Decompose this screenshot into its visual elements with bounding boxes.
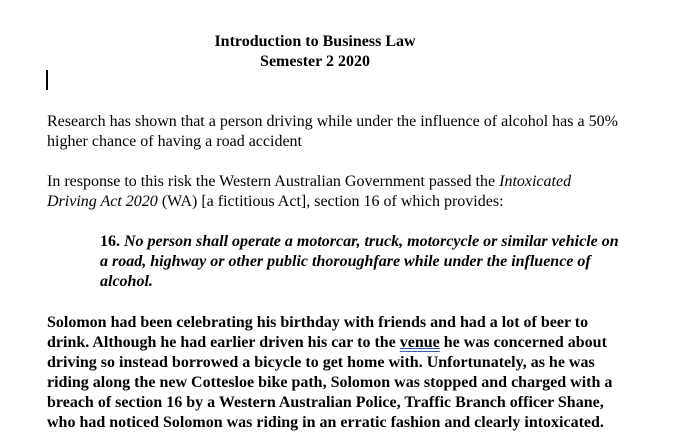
response-line-1 bbox=[47, 172, 571, 192]
scenario-text-tail: he was concerned about bbox=[439, 334, 607, 351]
spelling-flag-venue[interactable]: venue bbox=[399, 334, 440, 351]
document-title: Introduction to Business Law bbox=[214, 33, 416, 50]
scenario-paragraph[interactable] bbox=[47, 313, 612, 433]
scenario-line-5: breach of section 16 by a Western Australian Police, Traffic Branch officer Shane, bbox=[47, 394, 604, 411]
scenario-line-1: Solomon had been celebrating his birthday with friends and had a lot of beer to bbox=[47, 314, 589, 331]
act-name-part-1: Intoxicated bbox=[499, 173, 572, 190]
quote-text-1: No person shall operate a motorcar, truck, motorcycle or similar vehicle on bbox=[124, 233, 619, 250]
scenario-line-3: driving so instead borrowed a bicycle to get home with. Unfortunately, as he was bbox=[47, 354, 595, 371]
quote-line-2 bbox=[100, 252, 619, 272]
quote-line-1 bbox=[100, 232, 619, 252]
response-text-tail: (WA) [a fictitious Act], section 16 of which provides: bbox=[157, 193, 504, 210]
scenario-text: drink. Although he had earlier driven his car to the bbox=[47, 334, 400, 351]
quote-text-3: alcohol. bbox=[100, 273, 153, 290]
act-name-part-2: Driving Act 2020 bbox=[47, 193, 158, 210]
document-subtitle: Semester 2 2020 bbox=[260, 53, 370, 70]
response-text: In response to this risk the Western Australian Government passed the bbox=[47, 173, 500, 190]
response-line-2 bbox=[47, 192, 571, 212]
intro-line-1: Research has shown that a person driving while under the influence of alcohol has a 50% bbox=[47, 113, 618, 130]
intro-line-2: higher chance of having a road accident bbox=[47, 133, 302, 150]
scenario-line-6: who had noticed Solomon was riding in an erratic fashion and clearly intoxicated. bbox=[47, 414, 604, 431]
text-cursor bbox=[46, 70, 48, 90]
scenario-line-4: riding along the new Cottesloe bike path, Solomon was stopped and charged with a bbox=[47, 374, 613, 391]
section-16-quote[interactable] bbox=[100, 232, 619, 292]
response-paragraph[interactable] bbox=[47, 172, 571, 212]
quote-text-2: a road, highway or other public thoroughfare while under the influence of bbox=[100, 253, 591, 270]
quote-line-3 bbox=[100, 272, 619, 292]
section-number: 16. bbox=[100, 233, 124, 250]
scenario-line-2 bbox=[47, 333, 612, 353]
intro-paragraph[interactable] bbox=[47, 112, 618, 152]
